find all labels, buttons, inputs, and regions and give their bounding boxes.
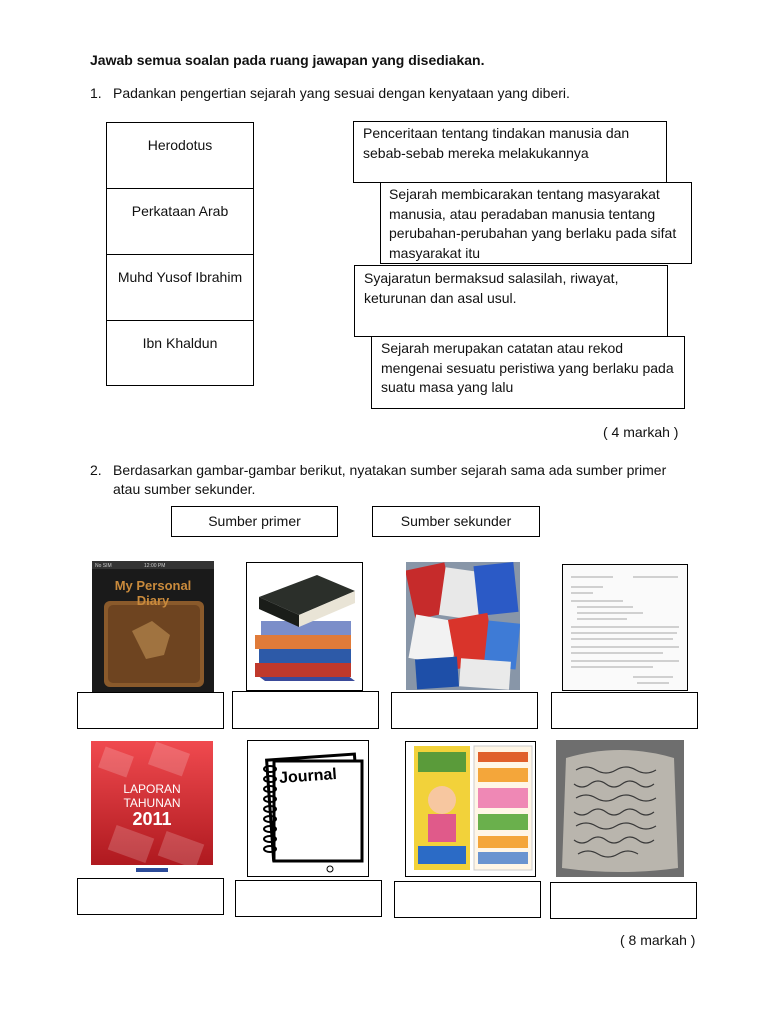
q1-left-table [106,122,254,386]
handwritten-letter-image [562,564,688,691]
q1-marks: ( 4 markah ) [603,424,679,440]
books-stack-image [246,562,363,691]
q2-number: 2. [90,462,102,478]
q1-right-text-2 [389,185,676,263]
journal-notebook-image [247,740,369,877]
answer-box-7[interactable] [394,881,541,918]
journal-label: Journal [278,766,338,787]
text-line: Penceritaan tentang tindakan manusia dan [363,125,630,141]
answer-box-6[interactable] [235,880,382,917]
answer-box-4[interactable] [551,692,698,729]
phone-time-text: 12:00 PM [144,563,166,569]
answer-box-2[interactable] [232,691,379,729]
diary-app-image [92,561,214,692]
brochure-image [405,741,536,877]
text-line: Syajaratun bermaksud salasilah, riwayat, [364,270,619,286]
q1-left-item: Herodotus [107,123,253,189]
q1-left-item: Muhd Yusof Ibrahim [107,255,253,321]
q1-number: 1. [90,85,102,101]
q1-right-text-3 [364,269,618,308]
answer-box-3[interactable] [391,692,538,729]
newspapers-image [406,562,520,690]
option-secondary-box [372,506,540,537]
answer-box-1[interactable] [77,692,224,729]
answer-box-8[interactable] [550,882,697,919]
text-line: Sejarah merupakan catatan atau rekod [381,340,624,356]
q1-left-item: Ibn Khaldun [142,335,218,351]
text-line: Sejarah membicarakan tentang masyarakat [389,186,660,202]
laporan-line1: LAPORAN [123,782,181,796]
text-line: suatu masa yang lalu [381,379,514,395]
option-primary-box [171,506,338,537]
q2-question-line1: Berdasarkan gambar-gambar berikut, nyatakan sumber sejarah sama ada sumber primer [113,462,667,478]
q2-marks: ( 8 markah ) [620,932,696,948]
q2-question-line2: atau sumber sekunder. [113,481,256,497]
option-primary-label: Sumber primer [208,513,301,529]
option-secondary-label: Sumber sekunder [400,513,512,529]
diary-title-line2: Diary [136,593,170,608]
text-line: mengenai sesuatu peristiwa yang berlaku pada [381,359,674,376]
text-line: sebab-sebab mereka melakukannya [363,144,589,161]
answer-box-5[interactable] [77,878,224,915]
laporan-year: 2011 [132,809,172,829]
phone-carrier-text: No SIM [95,563,112,569]
text-line: manusia, atau peradaban manusia tentang [389,205,656,222]
annual-report-image [91,741,213,878]
ancient-inscription-image [556,740,684,877]
text-line: perubahan-perubahan yang berlaku pada sifat [389,225,677,241]
text-line: masyarakat itu [389,244,481,261]
q1-right-text-4 [381,339,674,398]
q1-question: Padankan pengertian sejarah yang sesuai dengan kenyataan yang diberi. [113,85,570,101]
q1-right-text-1 [363,124,629,163]
laporan-line2: TAHUNAN [123,796,181,810]
diary-title-line1: My Personal [114,578,192,593]
text-line: keturunan dan asal usul. [364,289,517,306]
q1-left-item: Perkataan Arab [107,189,253,255]
instruction-text: Jawab semua soalan pada ruang jawapan yang disediakan. [90,52,485,68]
